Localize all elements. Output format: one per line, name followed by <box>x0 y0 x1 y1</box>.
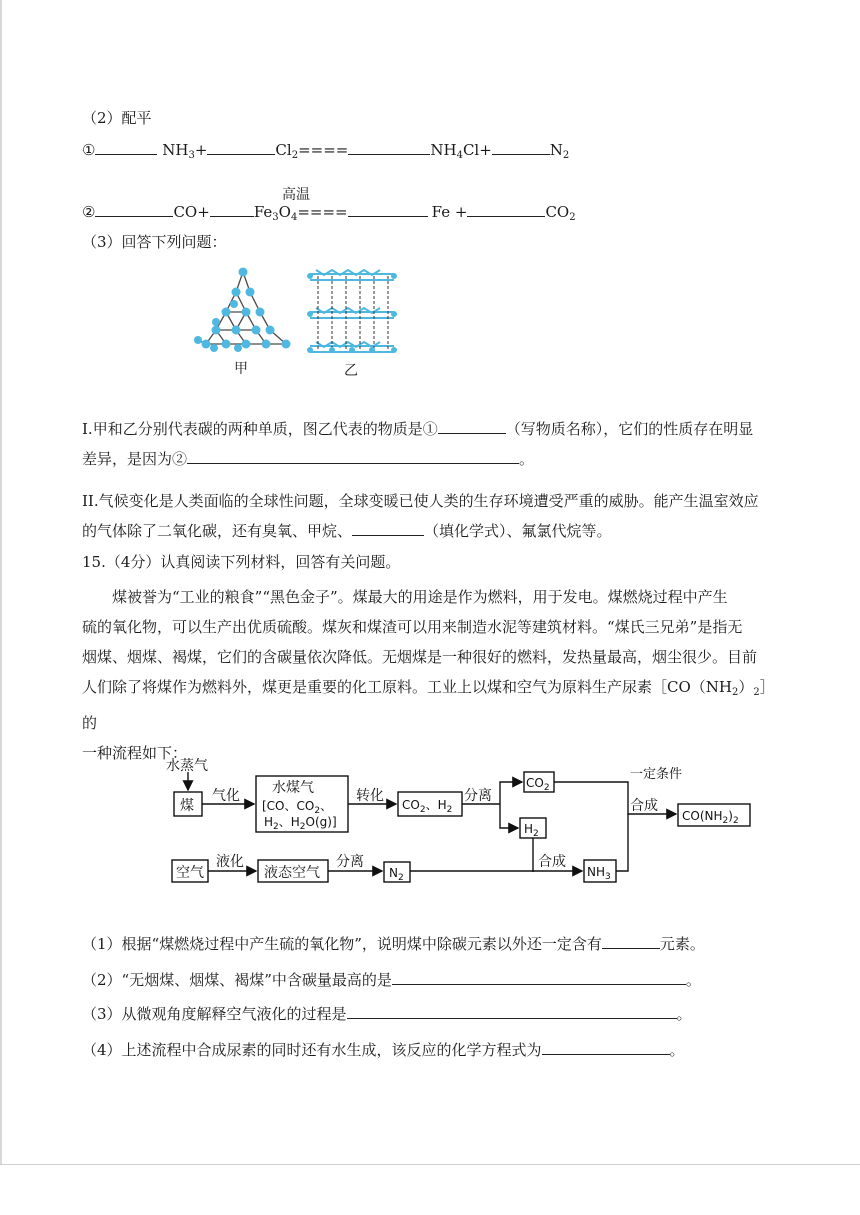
blank-graphite-name[interactable] <box>438 419 506 434</box>
eq1-blank-4[interactable] <box>492 140 550 155</box>
label-synth-1: 合成 <box>630 798 658 814</box>
label-co2-h2: $CO_2$、$H_2$ <box>402 798 453 815</box>
blank-micro-explain[interactable] <box>347 1004 677 1019</box>
label-jia: 甲 <box>234 361 248 377</box>
q15-sub-2: （2）“无烟煤、烟煤、褐煤”中含碳量最高的是 。 <box>82 971 701 989</box>
q15-sub-4: （4）上述流程中合成尿素的同时还有水生成，该反应的化学方程式为 。 <box>82 1041 685 1059</box>
label-yi: 乙 <box>344 363 358 379</box>
eq1-blank-3[interactable] <box>348 140 430 155</box>
urea-process-flowchart <box>160 750 760 890</box>
label-watergas-line2: [CO、$CO_2$、 <box>262 799 333 816</box>
label-co2: $CO_2$ <box>526 776 550 793</box>
equation-1: ① $NH_3+ Cl_2==== NH_4Cl+ N_2$ <box>82 141 570 161</box>
graphite-structure-figure <box>302 266 402 358</box>
blank-equation[interactable] <box>542 1040 670 1055</box>
eq1-equals: ==== <box>298 141 349 159</box>
q15-sub-3: （3）从微观角度解释空气液化的过程是 。 <box>82 1005 692 1023</box>
eq2-blank-3[interactable] <box>348 202 428 217</box>
eq1-cl2: Cl <box>275 141 292 159</box>
equation-2: ② $CO+ Fe_3O_4==== Fe + CO_2$ <box>82 203 576 223</box>
label-h2: $H_2$ <box>524 822 539 839</box>
q15-sub-1: （1）根据“煤燃烧过程中产生硫的氧化物”，说明煤中除碳元素以外还一定含有 元素。 <box>82 935 705 953</box>
eq2-co2: CO <box>545 203 570 221</box>
q15-passage: 煤被誉为“工业的粮食”“黑色金子”。煤最大的用途是作为燃料，用于发电。煤燃烧过程中产生 <box>112 588 728 606</box>
label-urea: $CO(NH_2)_2$ <box>682 809 739 826</box>
label-watergas-line3: $H_2$、$H_2O(g)$] <box>264 815 337 832</box>
eq2-co: CO <box>173 203 198 221</box>
eq1-nh4cl: NH <box>430 141 457 159</box>
label-liquid-air: 液态空气 <box>264 865 320 881</box>
q15-passage-cont: 硫的氧化物，可以生产出优质硫酸。煤灰和煤渣可以用来制造水泥等建筑材料。“煤氏三兄弟”是指无 烟煤、烟煤、褐煤，它们的含碳量依次降低。无烟煤是一种很好的燃料，发热量最高，烟尘很少。目前 人们除了将煤作为燃料外，煤更是重要的化工原料。工业上以煤和空气为原料生产尿素$[CO(NH_2)_2]$的 一种流程如下： <box>82 618 768 762</box>
label-n2: $N_2$ <box>389 866 404 883</box>
eq1-nh3: NH <box>162 141 189 159</box>
eq2-fe3o4: Fe <box>253 203 273 221</box>
label-coal: 煤 <box>180 798 194 814</box>
blank-highest-carbon[interactable] <box>392 970 686 985</box>
eq2-blank-4[interactable] <box>467 202 545 217</box>
q3-part-i: I.甲和乙分别代表碳的两种单质，图乙代表的物质是① （写物质名称），它们的性质存在明显 差异，是因为② 。 <box>82 420 754 468</box>
label-watergas: 水煤气 <box>272 780 314 796</box>
blank-reason[interactable] <box>187 449 519 464</box>
eq2-fe: Fe <box>431 203 451 221</box>
eq2-equals: ==== <box>297 203 348 221</box>
eq1-n2: N <box>549 141 563 159</box>
eq2-condition: 高温 <box>282 187 310 203</box>
diamond-structure-figure <box>188 262 298 360</box>
label-nh3: $NH_3$ <box>587 865 611 882</box>
label-liquefy: 液化 <box>216 854 244 870</box>
label-convert: 转化 <box>356 788 384 804</box>
q2-heading: （2）配平 <box>82 109 152 127</box>
eq2-blank-2[interactable] <box>210 202 254 217</box>
q3-part-ii: II.气候变化是人类面临的全球性问题，全球变暖已使人类的生存环境遭受严重的威胁。能产生温室效应 的气体除了二氧化碳，还有臭氧、甲烷、 （填化学式）、氟氯代烷等。 <box>82 492 759 540</box>
eq1-circle-number: ① <box>82 141 96 159</box>
label-synth-2: 合成 <box>538 854 566 870</box>
label-gasify: 气化 <box>212 788 240 804</box>
eq1-blank-2[interactable] <box>207 140 275 155</box>
q15-title: 15.（4分）认真阅读下列材料，回答有关问题。 <box>82 553 401 571</box>
blank-element[interactable] <box>602 934 660 949</box>
label-separate-2: 分离 <box>336 854 364 870</box>
label-air: 空气 <box>176 865 204 881</box>
eq1-blank-1[interactable] <box>95 140 157 155</box>
page-edge <box>0 0 2 1165</box>
blank-greenhouse-gas[interactable] <box>352 521 424 536</box>
eq2-blank-1[interactable] <box>95 202 173 217</box>
eq2-circle-number: ② <box>82 203 96 221</box>
q3-heading: （3）回答下列问题： <box>82 233 227 251</box>
label-condition: 一定条件 <box>630 767 683 782</box>
page-bottom-border <box>0 1164 860 1165</box>
label-steam: 水蒸气 <box>166 758 208 774</box>
label-separate-1: 分离 <box>464 788 492 804</box>
